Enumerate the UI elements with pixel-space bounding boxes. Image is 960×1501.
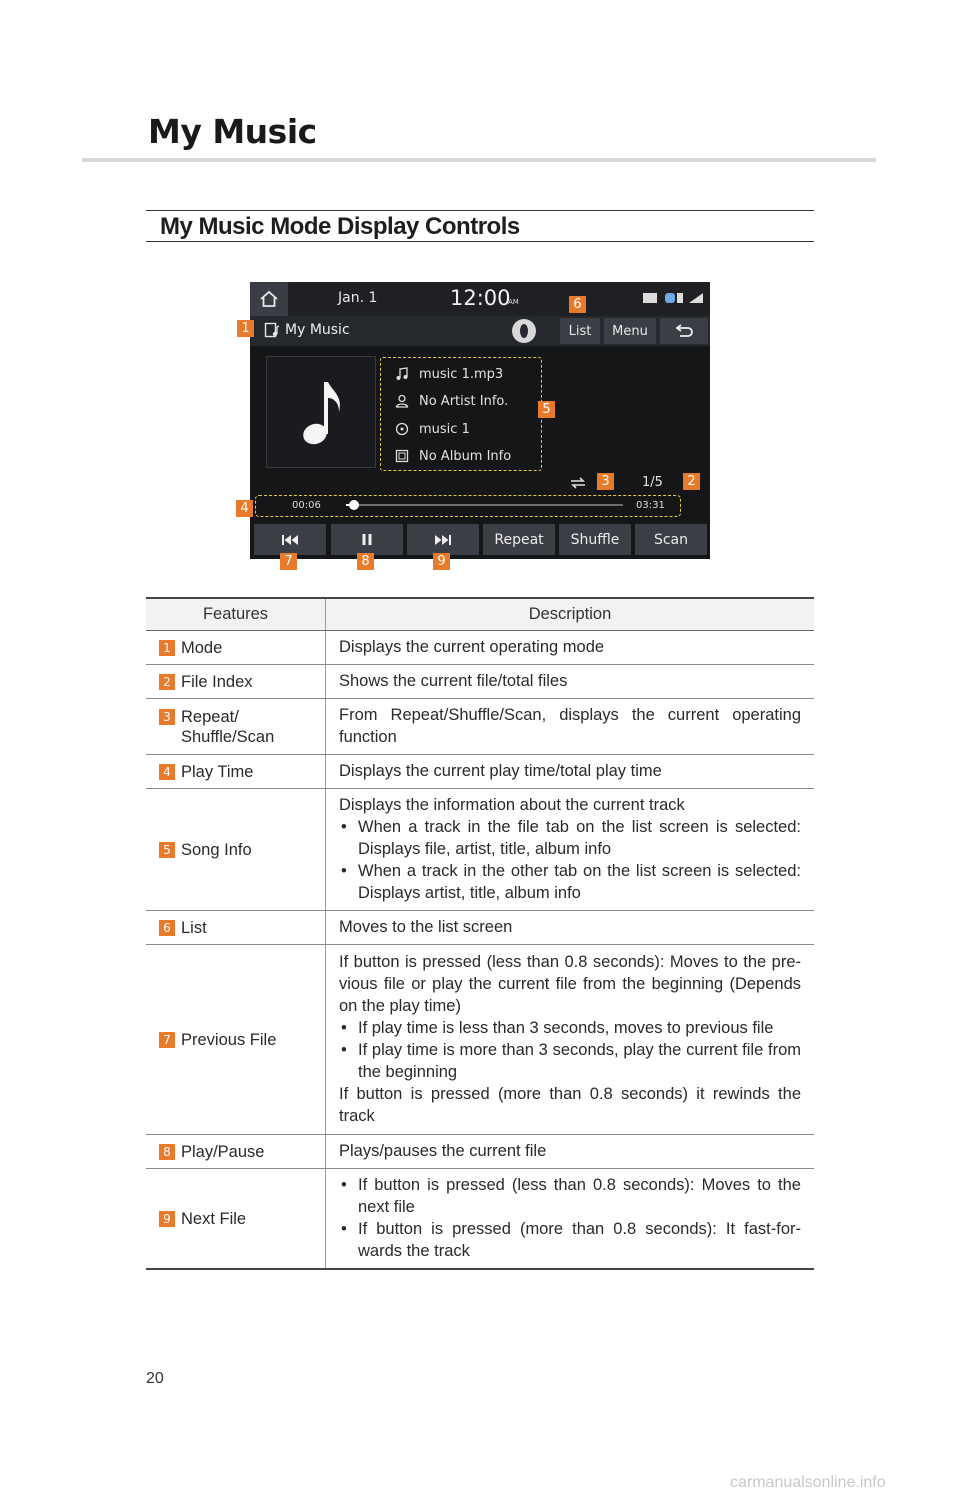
header-description: Description (326, 598, 815, 631)
section-title: My Music Mode Display Controls (160, 213, 520, 240)
feature-name: Song Info (181, 840, 252, 859)
bullet-list (339, 1017, 801, 1083)
next-button[interactable] (407, 524, 479, 555)
mode-label: My Music (285, 322, 350, 338)
table-row (146, 699, 814, 755)
callout-1: 1 (237, 320, 254, 337)
previous-button[interactable] (254, 524, 326, 555)
progress-knob[interactable] (349, 500, 359, 510)
music-file-icon (264, 322, 280, 338)
bullet-item: • If button is pressed (less than 0.8 seconds): Moves to the next file (339, 1174, 801, 1218)
row-badge: 4 (159, 764, 175, 780)
back-button[interactable] (660, 318, 708, 344)
row-badge: 5 (159, 842, 175, 858)
artist-icon (395, 394, 409, 408)
title-bar (250, 316, 710, 346)
date-label: Jan. 1 (338, 290, 378, 306)
row-badge: 9 (159, 1211, 175, 1227)
song-info-panel (380, 357, 542, 471)
bullet-list (339, 816, 801, 904)
pause-icon (362, 534, 372, 545)
bullet-item: • If play time is less than 3 seconds, moves to previous file (339, 1017, 801, 1039)
row-badge: 2 (159, 674, 175, 690)
song-artist: No Artist Info. (419, 393, 509, 409)
signal-icon (689, 293, 703, 303)
feature-name: Repeat/ Shuffle/Scan (181, 707, 275, 746)
album-icon (395, 449, 409, 463)
table-row (146, 789, 814, 911)
clock: 12:00 (450, 286, 511, 310)
table-row (146, 1135, 814, 1169)
chapter-title: My Music (148, 112, 317, 151)
song-file-name: music 1.mp3 (419, 366, 504, 382)
table-row (146, 1169, 814, 1270)
chapter-divider (82, 158, 876, 162)
ampm-label: AM (508, 298, 519, 306)
song-album-row (395, 446, 511, 466)
album-art (266, 356, 376, 468)
song-album: No Album Info (419, 448, 512, 464)
callout-5: 5 (538, 401, 555, 418)
pause-button[interactable] (331, 524, 403, 555)
callout-6: 6 (569, 296, 586, 313)
feature-name: List (181, 918, 207, 937)
features-table (146, 597, 814, 1270)
my-music-screen (250, 282, 710, 559)
row-badge: 6 (159, 920, 175, 936)
feature-description: From Repeat/Shuffle/Scan, displays the current operating function (339, 706, 801, 746)
row-badge: 7 (159, 1032, 175, 1048)
total-time: 03:31 (636, 500, 665, 511)
control-bar (250, 522, 710, 559)
next-icon (435, 535, 451, 545)
status-icons (643, 293, 705, 305)
page-number: 20 (146, 1370, 164, 1387)
shuffle-button[interactable]: Shuffle (559, 524, 631, 555)
feature-name: Previous File (181, 1030, 277, 1049)
table-row (146, 755, 814, 789)
current-time: 00:06 (292, 500, 321, 511)
row-badge: 8 (159, 1144, 175, 1160)
bullet-item: • When a track in the file tab on the list screen is selected: Displays file, artist, title, album info (339, 816, 801, 860)
phone-icon (677, 293, 683, 303)
row-badge: 3 (159, 709, 175, 725)
music-note-icon (299, 376, 343, 448)
repeat-indicator-icon (568, 476, 588, 490)
progress-bar[interactable] (346, 504, 623, 506)
song-artist-row (395, 391, 508, 411)
song-title-row (395, 419, 470, 439)
music-note-icon (395, 367, 409, 381)
play-time-area (255, 495, 681, 517)
bluetooth-icon (665, 293, 675, 303)
callout-9: 9 (433, 553, 450, 570)
song-title: music 1 (419, 421, 470, 437)
title-icon (395, 422, 409, 436)
home-button[interactable] (250, 282, 288, 316)
feature-description: If button is pressed (less than 0.8 seconds): Moves to the pre-vious file or play the current file from the beginning (Depends on the play time) (339, 953, 801, 1015)
bullet-list (339, 1174, 801, 1262)
bullet-item: • When a track in the other tab on the list screen is selected: Displays artist, title, album info (339, 860, 801, 904)
feature-name: Play Time (181, 762, 254, 781)
repeat-button[interactable]: Repeat (483, 524, 555, 555)
list-button[interactable]: List (560, 318, 600, 344)
song-file-row (395, 364, 503, 384)
table-row (146, 665, 814, 699)
feature-name: Mode (181, 638, 223, 657)
previous-icon (282, 535, 298, 545)
callout-3: 3 (597, 473, 614, 490)
feature-description: Displays the current play time/total play time (339, 762, 662, 780)
feature-name: File Index (181, 672, 253, 691)
callout-4: 4 (236, 500, 253, 517)
feature-description: Moves to the list screen (339, 918, 513, 936)
table-row (146, 911, 814, 945)
feature-name: Play/Pause (181, 1142, 265, 1161)
feature-description: Shows the current file/total files (339, 672, 568, 690)
callout-8: 8 (357, 553, 374, 570)
table-header-row (146, 598, 814, 631)
mode-display (264, 322, 350, 338)
back-icon (674, 324, 694, 338)
callout-7: 7 (280, 553, 297, 570)
battery-icon (643, 293, 657, 303)
feature-name: Next File (181, 1209, 247, 1228)
row-badge: 1 (159, 640, 175, 656)
file-index: 1/5 (642, 475, 663, 490)
callout-2: 2 (683, 473, 700, 490)
table-row (146, 945, 814, 1135)
source-button[interactable] (512, 319, 536, 343)
header-features: Features (146, 598, 326, 631)
status-bar (250, 282, 710, 316)
feature-description: Plays/pauses the current file (339, 1142, 547, 1160)
menu-button[interactable]: Menu (604, 318, 656, 344)
section-heading (146, 210, 814, 242)
scan-button[interactable]: Scan (635, 524, 707, 555)
home-icon (259, 290, 279, 308)
bullet-item: • If play time is more than 3 seconds, play the current file from the beginning (339, 1039, 801, 1083)
feature-description: Displays the information about the current track (339, 796, 685, 814)
watermark: carmanualsonline.info (730, 1474, 886, 1491)
feature-description-after: If button is pressed (more than 0.8 seconds) it rewinds the track (339, 1085, 801, 1125)
bullet-item: • If button is pressed (more than 0.8 seconds): It fast-for-wards the track (339, 1218, 801, 1262)
feature-description: Displays the current operating mode (339, 638, 605, 656)
table-row (146, 631, 814, 665)
